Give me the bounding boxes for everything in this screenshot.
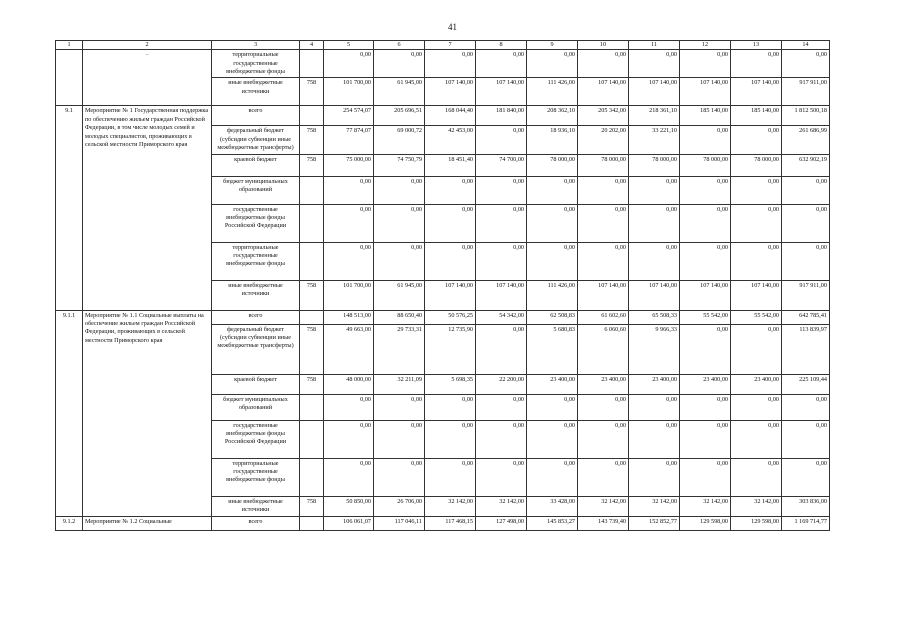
item-number-cell: 9.1.1 bbox=[56, 310, 83, 516]
item-number-cell: 9.1 bbox=[56, 106, 83, 310]
amount-cell: 6 060,60 bbox=[578, 324, 629, 374]
amount-cell: 185 140,00 bbox=[731, 106, 782, 126]
column-header: 5 bbox=[324, 41, 374, 50]
amount-cell: 152 852,77 bbox=[629, 516, 680, 530]
amount-cell: 0,00 bbox=[782, 176, 830, 204]
item-title-cell bbox=[83, 50, 212, 106]
amount-cell: 0,00 bbox=[629, 420, 680, 458]
amount-cell: 0,00 bbox=[324, 242, 374, 280]
amount-cell: 0,00 bbox=[374, 176, 425, 204]
amount-cell: 0,00 bbox=[731, 126, 782, 154]
amount-cell: 0,00 bbox=[374, 420, 425, 458]
funding-source-cell: территориальные государственные внебюджетные фонды bbox=[212, 50, 300, 78]
amount-cell: 107 140,00 bbox=[476, 78, 527, 106]
table-row bbox=[56, 516, 830, 530]
column-header: 12 bbox=[680, 41, 731, 50]
budget-code-cell: 758 bbox=[300, 324, 324, 374]
amount-cell: 0,00 bbox=[782, 458, 830, 496]
amount-cell: 107 140,00 bbox=[578, 78, 629, 106]
column-header: 1 bbox=[56, 41, 83, 50]
amount-cell: 0,00 bbox=[324, 420, 374, 458]
amount-cell: 23 400,00 bbox=[680, 374, 731, 394]
amount-cell: 61 602,60 bbox=[578, 310, 629, 324]
funding-source-cell: всего bbox=[212, 310, 300, 324]
amount-cell: 111 426,00 bbox=[527, 78, 578, 106]
amount-cell: 0,00 bbox=[578, 394, 629, 420]
amount-cell: 20 202,00 bbox=[578, 126, 629, 154]
amount-cell: 12 735,90 bbox=[425, 324, 476, 374]
amount-cell: 32 142,00 bbox=[731, 496, 782, 516]
amount-cell: 261 686,99 bbox=[782, 126, 830, 154]
amount-cell: 0,00 bbox=[476, 176, 527, 204]
amount-cell: 23 400,00 bbox=[527, 374, 578, 394]
amount-cell: 50 850,00 bbox=[324, 496, 374, 516]
amount-cell: 0,00 bbox=[578, 420, 629, 458]
amount-cell: 74 750,79 bbox=[374, 154, 425, 176]
budget-code-cell bbox=[300, 50, 324, 78]
amount-cell: 107 140,00 bbox=[680, 78, 731, 106]
amount-cell: 55 542,00 bbox=[680, 310, 731, 324]
amount-cell: 0,00 bbox=[374, 458, 425, 496]
amount-cell: 32 142,00 bbox=[578, 496, 629, 516]
amount-cell: 0,00 bbox=[680, 458, 731, 496]
amount-cell: 78 000,00 bbox=[680, 154, 731, 176]
amount-cell: 0,00 bbox=[476, 204, 527, 242]
amount-cell: 33 221,10 bbox=[629, 126, 680, 154]
amount-cell: 78 000,00 bbox=[629, 154, 680, 176]
column-header: 8 bbox=[476, 41, 527, 50]
amount-cell: 61 945,00 bbox=[374, 280, 425, 310]
amount-cell: 0,00 bbox=[782, 420, 830, 458]
amount-cell: 26 706,00 bbox=[374, 496, 425, 516]
amount-cell: 0,00 bbox=[476, 126, 527, 154]
budget-code-cell: 758 bbox=[300, 126, 324, 154]
item-title-cell: Мероприятие № 1.1 Социальные выплаты на обеспечение жильем граждан Российской Федерации, проживающих в сельской местности Приморского края bbox=[83, 310, 212, 516]
amount-cell: 101 700,00 bbox=[324, 280, 374, 310]
amount-cell: 181 840,00 bbox=[476, 106, 527, 126]
amount-cell: 32 142,00 bbox=[680, 496, 731, 516]
budget-code-cell: 758 bbox=[300, 496, 324, 516]
amount-cell: 0,00 bbox=[527, 458, 578, 496]
amount-cell: 0,00 bbox=[324, 50, 374, 78]
amount-cell: 0,00 bbox=[425, 458, 476, 496]
amount-cell: 225 109,44 bbox=[782, 374, 830, 394]
amount-cell: 106 061,07 bbox=[324, 516, 374, 530]
amount-cell: 0,00 bbox=[578, 458, 629, 496]
amount-cell: 148 513,00 bbox=[324, 310, 374, 324]
header-row bbox=[56, 41, 830, 50]
page-number: 41 bbox=[448, 22, 457, 32]
amount-cell: 0,00 bbox=[731, 176, 782, 204]
budget-code-cell bbox=[300, 204, 324, 242]
column-header: 6 bbox=[374, 41, 425, 50]
funding-source-cell: территориальные государственные внебюджетные фонды bbox=[212, 242, 300, 280]
amount-cell: 0,00 bbox=[527, 204, 578, 242]
amount-cell: 62 508,83 bbox=[527, 310, 578, 324]
amount-cell: 107 140,00 bbox=[629, 280, 680, 310]
amount-cell: 0,00 bbox=[731, 242, 782, 280]
funding-source-cell: бюджет муниципальных образований bbox=[212, 394, 300, 420]
amount-cell: 303 836,00 bbox=[782, 496, 830, 516]
amount-cell: 75 000,00 bbox=[324, 154, 374, 176]
amount-cell: 113 839,97 bbox=[782, 324, 830, 374]
amount-cell: 0,00 bbox=[324, 394, 374, 420]
column-header: 11 bbox=[629, 41, 680, 50]
amount-cell: 107 140,00 bbox=[731, 78, 782, 106]
amount-cell: 32 142,00 bbox=[476, 496, 527, 516]
amount-cell: 205 696,51 bbox=[374, 106, 425, 126]
amount-cell: 23 400,00 bbox=[629, 374, 680, 394]
amount-cell: 0,00 bbox=[374, 204, 425, 242]
amount-cell: 48 000,00 bbox=[324, 374, 374, 394]
amount-cell: 0,00 bbox=[578, 204, 629, 242]
amount-cell: 0,00 bbox=[527, 176, 578, 204]
amount-cell: 32 211,09 bbox=[374, 374, 425, 394]
amount-cell: 0,00 bbox=[731, 324, 782, 374]
amount-cell: 78 000,00 bbox=[527, 154, 578, 176]
column-header: 7 bbox=[425, 41, 476, 50]
item-title-cell: Мероприятие № 1 Государственная поддержка по обеспечению жильем граждан Российской Федерации, в том числе молодых семей и молодых специалистов, проживающих в сельской местности Приморского края bbox=[83, 106, 212, 310]
amount-cell: 0,00 bbox=[476, 458, 527, 496]
amount-cell: 917 911,00 bbox=[782, 280, 830, 310]
funding-source-cell: территориальные государственные внебюджетные фонды bbox=[212, 458, 300, 496]
amount-cell: 0,00 bbox=[527, 420, 578, 458]
amount-cell: 0,00 bbox=[374, 50, 425, 78]
amount-cell: 0,00 bbox=[731, 50, 782, 78]
amount-cell: 0,00 bbox=[527, 242, 578, 280]
amount-cell: 78 000,00 bbox=[731, 154, 782, 176]
amount-cell: 117 468,15 bbox=[425, 516, 476, 530]
amount-cell: 0,00 bbox=[374, 242, 425, 280]
column-header: 2 bbox=[83, 41, 212, 50]
amount-cell: 74 700,00 bbox=[476, 154, 527, 176]
funding-source-cell: иные внебюджетные источники bbox=[212, 78, 300, 106]
amount-cell: 0,00 bbox=[782, 50, 830, 78]
amount-cell: 117 046,11 bbox=[374, 516, 425, 530]
funding-source-cell: государственные внебюджетные фонды Российской Федерации bbox=[212, 204, 300, 242]
budget-code-cell bbox=[300, 516, 324, 530]
amount-cell: 107 140,00 bbox=[425, 280, 476, 310]
budget-code-cell bbox=[300, 242, 324, 280]
amount-cell: 168 044,40 bbox=[425, 106, 476, 126]
amount-cell: 0,00 bbox=[425, 204, 476, 242]
budget-code-cell bbox=[300, 394, 324, 420]
funding-source-cell: федеральный бюджет (субсидии субвенции иные межбюджетные трансферты) bbox=[212, 126, 300, 154]
amount-cell: 0,00 bbox=[578, 50, 629, 78]
amount-cell: 0,00 bbox=[629, 204, 680, 242]
amount-cell: 0,00 bbox=[680, 242, 731, 280]
amount-cell: 0,00 bbox=[527, 50, 578, 78]
column-header: 4 bbox=[300, 41, 324, 50]
amount-cell: 0,00 bbox=[782, 242, 830, 280]
amount-cell: 0,00 bbox=[782, 394, 830, 420]
budget-code-cell bbox=[300, 176, 324, 204]
amount-cell: 107 140,00 bbox=[476, 280, 527, 310]
amount-cell: 107 140,00 bbox=[680, 280, 731, 310]
amount-cell: 1 812 500,18 bbox=[782, 106, 830, 126]
amount-cell: 0,00 bbox=[324, 204, 374, 242]
column-header: 13 bbox=[731, 41, 782, 50]
amount-cell: 0,00 bbox=[476, 420, 527, 458]
amount-cell: 55 542,00 bbox=[731, 310, 782, 324]
amount-cell: 917 911,00 bbox=[782, 78, 830, 106]
amount-cell: 0,00 bbox=[476, 242, 527, 280]
amount-cell: 0,00 bbox=[476, 394, 527, 420]
item-number-cell bbox=[56, 50, 83, 106]
amount-cell: 145 853,27 bbox=[527, 516, 578, 530]
amount-cell: 0,00 bbox=[731, 458, 782, 496]
amount-cell: 0,00 bbox=[680, 204, 731, 242]
amount-cell: 32 142,00 bbox=[629, 496, 680, 516]
amount-cell: 29 733,31 bbox=[374, 324, 425, 374]
amount-cell: 5 698,35 bbox=[425, 374, 476, 394]
amount-cell: 107 140,00 bbox=[629, 78, 680, 106]
funding-source-cell: федеральный бюджет (субсидии субвенции иные межбюджетные трансферты) bbox=[212, 324, 300, 374]
amount-cell: 23 400,00 bbox=[731, 374, 782, 394]
amount-cell: 0,00 bbox=[425, 176, 476, 204]
amount-cell: 65 508,33 bbox=[629, 310, 680, 324]
amount-cell: 0,00 bbox=[425, 242, 476, 280]
amount-cell: 101 700,00 bbox=[324, 78, 374, 106]
amount-cell: 0,00 bbox=[578, 176, 629, 204]
amount-cell: 22 200,00 bbox=[476, 374, 527, 394]
funding-source-cell: всего bbox=[212, 516, 300, 530]
table-row bbox=[56, 310, 830, 324]
amount-cell: 0,00 bbox=[324, 176, 374, 204]
amount-cell: 0,00 bbox=[680, 324, 731, 374]
column-header: 9 bbox=[527, 41, 578, 50]
amount-cell: 205 342,00 bbox=[578, 106, 629, 126]
amount-cell: 23 400,00 bbox=[578, 374, 629, 394]
amount-cell: 0,00 bbox=[425, 394, 476, 420]
funding-source-cell: бюджет муниципальных образований bbox=[212, 176, 300, 204]
amount-cell: 0,00 bbox=[527, 394, 578, 420]
amount-cell: 632 902,19 bbox=[782, 154, 830, 176]
amount-cell: 0,00 bbox=[629, 458, 680, 496]
funding-source-cell: иные внебюджетные источники bbox=[212, 496, 300, 516]
amount-cell: 0,00 bbox=[680, 176, 731, 204]
amount-cell: 0,00 bbox=[629, 50, 680, 78]
row-prefix-mark: – bbox=[145, 51, 149, 59]
amount-cell: 107 140,00 bbox=[578, 280, 629, 310]
budget-code-cell: 758 bbox=[300, 78, 324, 106]
amount-cell: 0,00 bbox=[731, 394, 782, 420]
funding-source-cell: всего bbox=[212, 106, 300, 126]
amount-cell: 50 576,25 bbox=[425, 310, 476, 324]
amount-cell: 107 140,00 bbox=[731, 280, 782, 310]
amount-cell: 127 498,00 bbox=[476, 516, 527, 530]
amount-cell: 0,00 bbox=[680, 50, 731, 78]
amount-cell: 42 453,00 bbox=[425, 126, 476, 154]
amount-cell: 61 945,00 bbox=[374, 78, 425, 106]
amount-cell: 642 785,41 bbox=[782, 310, 830, 324]
amount-cell: 0,00 bbox=[425, 420, 476, 458]
amount-cell: 0,00 bbox=[731, 204, 782, 242]
amount-cell: 49 663,00 bbox=[324, 324, 374, 374]
amount-cell: 208 362,10 bbox=[527, 106, 578, 126]
amount-cell: 69 000,72 bbox=[374, 126, 425, 154]
amount-cell: 0,00 bbox=[374, 394, 425, 420]
amount-cell: 129 598,00 bbox=[731, 516, 782, 530]
amount-cell: 107 140,00 bbox=[425, 78, 476, 106]
amount-cell: 88 650,40 bbox=[374, 310, 425, 324]
budget-code-cell bbox=[300, 420, 324, 458]
budget-table bbox=[55, 40, 830, 531]
item-number-cell: 9.1.2 bbox=[56, 516, 83, 530]
budget-code-cell bbox=[300, 106, 324, 126]
table-row bbox=[56, 50, 830, 78]
amount-cell: 0,00 bbox=[680, 420, 731, 458]
amount-cell: 254 574,07 bbox=[324, 106, 374, 126]
amount-cell: 0,00 bbox=[680, 126, 731, 154]
column-header: 14 bbox=[782, 41, 830, 50]
amount-cell: 0,00 bbox=[782, 204, 830, 242]
item-title-cell: Мероприятие № 1.2 Социальные bbox=[83, 516, 212, 530]
budget-code-cell: 758 bbox=[300, 280, 324, 310]
amount-cell: 18 936,10 bbox=[527, 126, 578, 154]
amount-cell: 129 598,00 bbox=[680, 516, 731, 530]
table-row bbox=[56, 106, 830, 126]
amount-cell: 185 140,00 bbox=[680, 106, 731, 126]
amount-cell: 5 680,83 bbox=[527, 324, 578, 374]
amount-cell: 0,00 bbox=[629, 394, 680, 420]
column-header: 10 bbox=[578, 41, 629, 50]
budget-code-cell: 758 bbox=[300, 154, 324, 176]
amount-cell: 0,00 bbox=[324, 458, 374, 496]
amount-cell: 218 361,10 bbox=[629, 106, 680, 126]
budget-code-cell: 758 bbox=[300, 374, 324, 394]
funding-source-cell: краевой бюджет bbox=[212, 374, 300, 394]
amount-cell: 111 426,00 bbox=[527, 280, 578, 310]
amount-cell: 0,00 bbox=[629, 242, 680, 280]
amount-cell: 77 874,07 bbox=[324, 126, 374, 154]
budget-code-cell bbox=[300, 310, 324, 324]
budget-code-cell bbox=[300, 458, 324, 496]
amount-cell: 0,00 bbox=[476, 324, 527, 374]
amount-cell: 9 966,33 bbox=[629, 324, 680, 374]
amount-cell: 18 451,40 bbox=[425, 154, 476, 176]
amount-cell: 78 000,00 bbox=[578, 154, 629, 176]
amount-cell: 54 342,00 bbox=[476, 310, 527, 324]
column-header: 3 bbox=[212, 41, 300, 50]
amount-cell: 143 739,40 bbox=[578, 516, 629, 530]
amount-cell: 0,00 bbox=[731, 420, 782, 458]
amount-cell: 0,00 bbox=[680, 394, 731, 420]
amount-cell: 0,00 bbox=[425, 50, 476, 78]
funding-source-cell: государственные внебюджетные фонды Российской Федерации bbox=[212, 420, 300, 458]
funding-source-cell: краевой бюджет bbox=[212, 154, 300, 176]
amount-cell: 1 169 714,77 bbox=[782, 516, 830, 530]
amount-cell: 0,00 bbox=[578, 242, 629, 280]
amount-cell: 0,00 bbox=[476, 50, 527, 78]
amount-cell: 32 142,00 bbox=[425, 496, 476, 516]
amount-cell: 0,00 bbox=[629, 176, 680, 204]
funding-source-cell: иные внебюджетные источники bbox=[212, 280, 300, 310]
amount-cell: 33 428,00 bbox=[527, 496, 578, 516]
